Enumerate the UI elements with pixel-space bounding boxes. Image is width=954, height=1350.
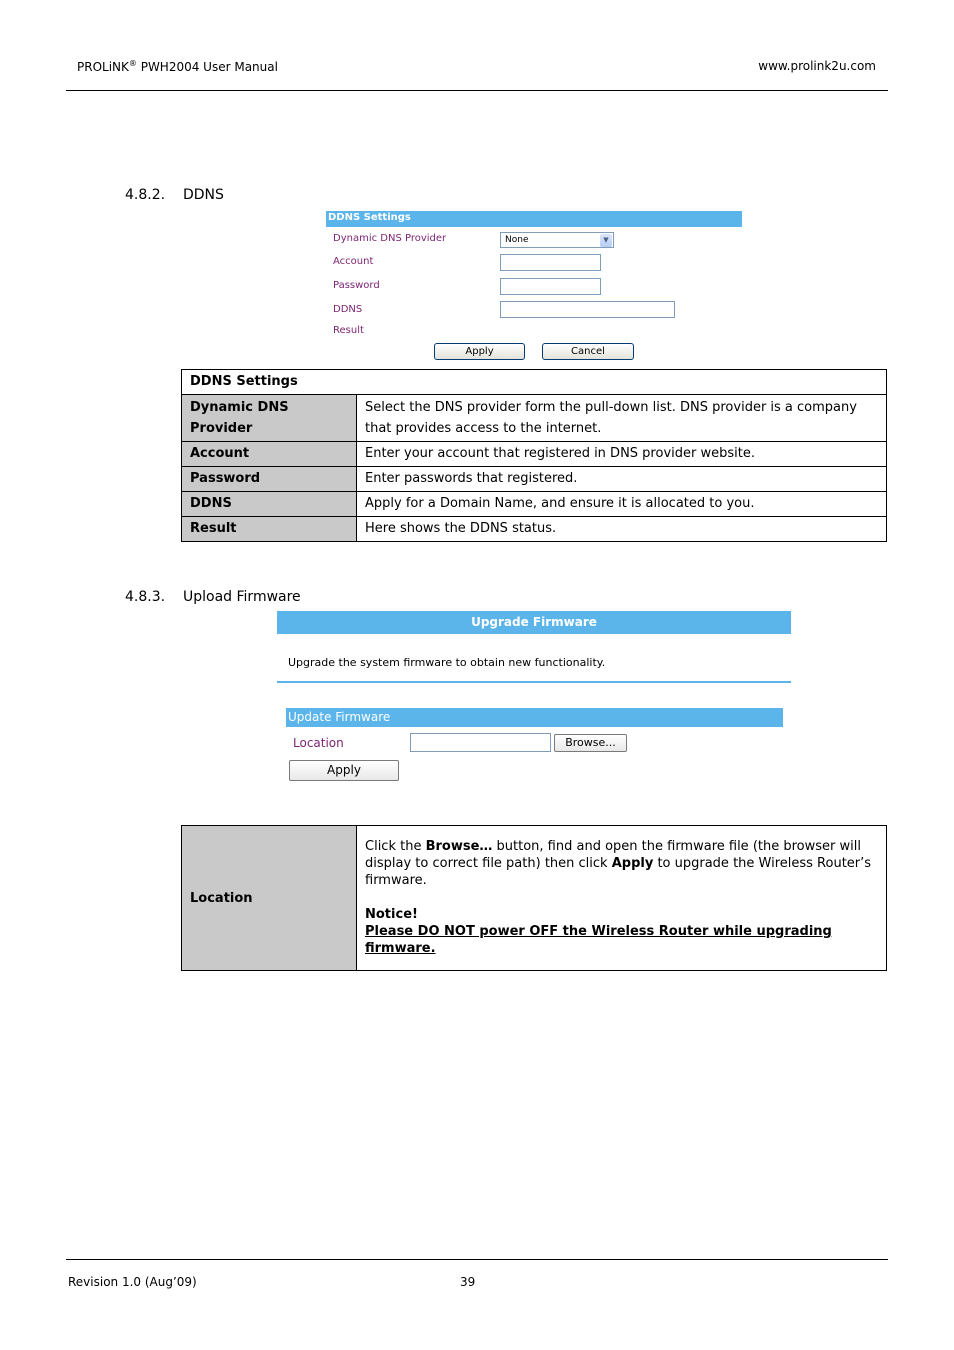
table-desc: Apply for a Domain Name, and ensure it is allocated to you. <box>357 492 887 517</box>
table-key: Result <box>182 517 357 542</box>
desc-text: Click the <box>365 839 426 854</box>
table-row <box>182 395 887 442</box>
table-key: DDNS <box>182 492 357 517</box>
password-label: Password <box>333 280 380 291</box>
firmware-apply-button[interactable]: Apply <box>289 760 399 781</box>
result-label: Result <box>333 325 364 336</box>
account-input[interactable] <box>500 254 601 271</box>
table-desc: Enter passwords that registered. <box>357 467 887 492</box>
location-key-cell <box>182 826 357 971</box>
table-key: Password <box>182 467 357 492</box>
page-header-title <box>77 59 278 74</box>
ddns-settings-bar: DDNS Settings <box>326 211 742 227</box>
table-key: Account <box>182 442 357 467</box>
table-row <box>182 442 887 467</box>
brand-name: PROLiNK <box>77 60 129 74</box>
update-firmware-bar: Update Firmware <box>286 708 783 727</box>
manual-title: PWH2004 User Manual <box>136 60 278 74</box>
registered-mark: ® <box>128 59 137 68</box>
table-header-row <box>182 370 887 395</box>
cancel-button[interactable]: Cancel <box>542 343 634 360</box>
header-url: www.prolink2u.com <box>758 59 876 73</box>
table-desc: Here shows the DDNS status. <box>357 517 887 542</box>
browse-emphasis: Browse… <box>425 839 493 854</box>
table-row <box>182 492 887 517</box>
ddns-label: DDNS <box>333 304 363 315</box>
account-label: Account <box>333 256 374 267</box>
password-input[interactable] <box>500 278 601 295</box>
table-header: DDNS Settings <box>182 370 887 395</box>
notice-title: Notice! <box>365 907 418 922</box>
provider-value: None <box>505 235 529 245</box>
upgrade-firmware-screenshot <box>277 610 793 785</box>
section-title-firmware: Upload Firmware <box>183 589 301 605</box>
firmware-divider <box>277 681 791 683</box>
ddns-settings-table <box>181 369 887 542</box>
section-number-ddns: 4.8.2. <box>125 187 166 203</box>
table-row <box>182 517 887 542</box>
upgrade-firmware-bar: Upgrade Firmware <box>277 611 791 634</box>
apply-emphasis: Apply <box>611 856 654 871</box>
location-desc-cell <box>357 826 887 971</box>
location-description <box>365 838 878 889</box>
table-key: Location <box>190 890 253 906</box>
table-row <box>182 467 887 492</box>
table-key: Dynamic DNS Provider <box>182 395 357 442</box>
section-number-firmware: 4.8.3. <box>125 589 166 605</box>
chevron-down-icon[interactable]: ▼ <box>600 234 612 247</box>
location-input[interactable] <box>410 733 551 752</box>
table-desc: Enter your account that registered in DNS provider website. <box>357 442 887 467</box>
provider-label: Dynamic DNS Provider <box>333 233 447 244</box>
firmware-description: Upgrade the system firmware to obtain new functionality. <box>288 656 606 669</box>
location-label: Location <box>293 736 344 750</box>
table-desc: Select the DNS provider form the pull-down list. DNS provider is a company that provides access to the internet. <box>357 395 887 442</box>
notice-text: Please DO NOT power OFF the Wireless Router while upgrading firmware. <box>365 924 832 956</box>
section-title-ddns: DDNS <box>183 187 224 203</box>
browse-button[interactable]: Browse... <box>554 734 627 752</box>
desc-text: button, find and open the firmware file (the browser will display to correct file path) then click <box>365 839 861 871</box>
footer-revision: Revision 1.0 (Aug’09) <box>68 1275 197 1289</box>
desc-text: to upgrade the Wireless Router’s firmware. <box>365 856 872 888</box>
table-row <box>182 826 887 971</box>
ddns-settings-screenshot <box>326 210 744 362</box>
apply-button[interactable]: Apply <box>434 343 525 360</box>
footer-divider <box>66 1259 888 1260</box>
ddns-input[interactable] <box>500 301 675 318</box>
header-divider <box>66 90 888 91</box>
location-table <box>181 825 887 971</box>
provider-select[interactable] <box>500 232 614 248</box>
page-number: 39 <box>460 1275 476 1289</box>
